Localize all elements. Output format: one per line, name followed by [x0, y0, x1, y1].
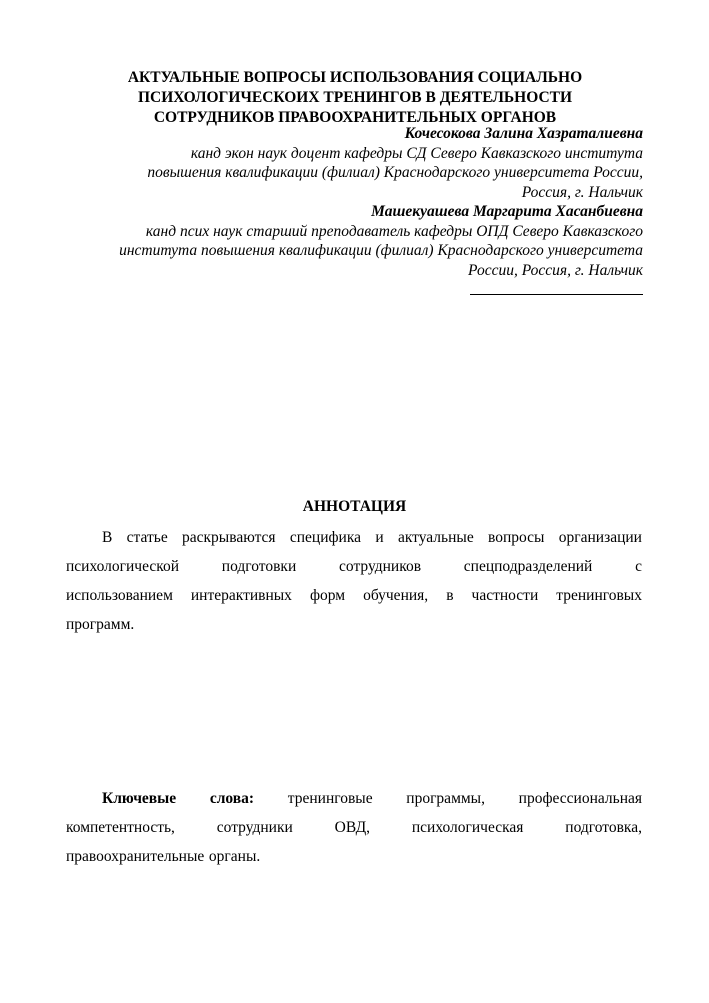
paragraph-line	[66, 552, 642, 581]
word: использованием	[66, 587, 173, 604]
word: правоохранительные	[66, 848, 205, 865]
word: спецподразделений	[463, 558, 593, 575]
keywords-label-word: Ключевые	[102, 790, 177, 807]
word: подготовки	[221, 558, 297, 575]
word: компетентность,	[66, 819, 175, 836]
word: и	[375, 529, 384, 546]
word: сотрудников	[339, 558, 422, 575]
word: форм	[309, 587, 346, 604]
author-affiliation-line: канд экон наук доцент кафедры СД Северо Кавказского института	[190, 144, 643, 162]
word: психологической	[66, 558, 180, 575]
paragraph-line	[66, 813, 642, 842]
word: профессиональная	[518, 790, 642, 807]
word: раскрываются	[182, 529, 276, 546]
author-affiliation-line: Россия, г. Нальчик	[521, 183, 643, 201]
annotation-heading: АННОТАЦИЯ	[302, 498, 407, 515]
word: интерактивных	[190, 587, 292, 604]
author-affiliation-line: института повышения квалификации (филиал) Краснодарского университета	[119, 242, 643, 259]
title-line: АКТУАЛЬНЫЕ ВОПРОСЫ ИСПОЛЬЗОВАНИЯ СОЦИАЛЬНО	[127, 69, 583, 86]
title-line: ПСИХОЛОГИЧЕСКОИХ ТРЕНИНГОВ В ДЕЯТЕЛЬНОСТИ	[137, 89, 573, 106]
word: вопросы	[488, 529, 545, 546]
author-affiliation-line: повышения квалификации (филиал) Краснодарского университета России,	[147, 164, 643, 181]
word: в	[446, 587, 454, 604]
paragraph-line	[66, 523, 642, 552]
word: программы,	[406, 790, 485, 807]
author-block	[43, 124, 643, 280]
keywords-label-word: слова:	[209, 790, 255, 807]
word: подготовка,	[565, 819, 642, 836]
paper-title	[70, 68, 640, 128]
word: частности	[471, 587, 539, 604]
word: В	[102, 529, 113, 546]
word: обучения,	[363, 587, 429, 604]
word: тренинговых	[556, 587, 642, 604]
word: органы.	[208, 848, 261, 865]
paragraph-line	[66, 581, 642, 610]
paragraph-line	[66, 610, 642, 639]
word: актуальные	[397, 529, 474, 546]
word: тренинговые	[287, 790, 373, 807]
word: ОВД,	[334, 819, 371, 836]
annotation-paragraph	[66, 523, 642, 639]
author-affiliation-line: России, Россия, г. Нальчик	[468, 261, 643, 279]
paragraph-line	[66, 784, 642, 813]
keywords-paragraph	[66, 784, 642, 871]
paragraph-line	[66, 842, 642, 871]
title-line: СОТРУДНИКОВ ПРАВООХРАНИТЕЛЬНЫХ ОРГАНОВ	[153, 109, 557, 126]
word: программ.	[66, 616, 135, 633]
word: организации	[558, 529, 642, 546]
author-name: Машекуашева Маргарита Хасанбиевна	[371, 203, 643, 220]
word: специфика	[289, 529, 362, 546]
author-affiliation-line: канд псих наук старший преподаватель кафедры ОПД Северо Кавказского	[145, 222, 643, 240]
divider-line	[470, 294, 643, 295]
word: с	[635, 558, 642, 575]
author-name: Кочесокова Залина Хазраталиевна	[404, 125, 643, 142]
word: психологическая	[411, 819, 524, 836]
word: статье	[126, 529, 168, 546]
word: сотрудники	[216, 819, 293, 836]
